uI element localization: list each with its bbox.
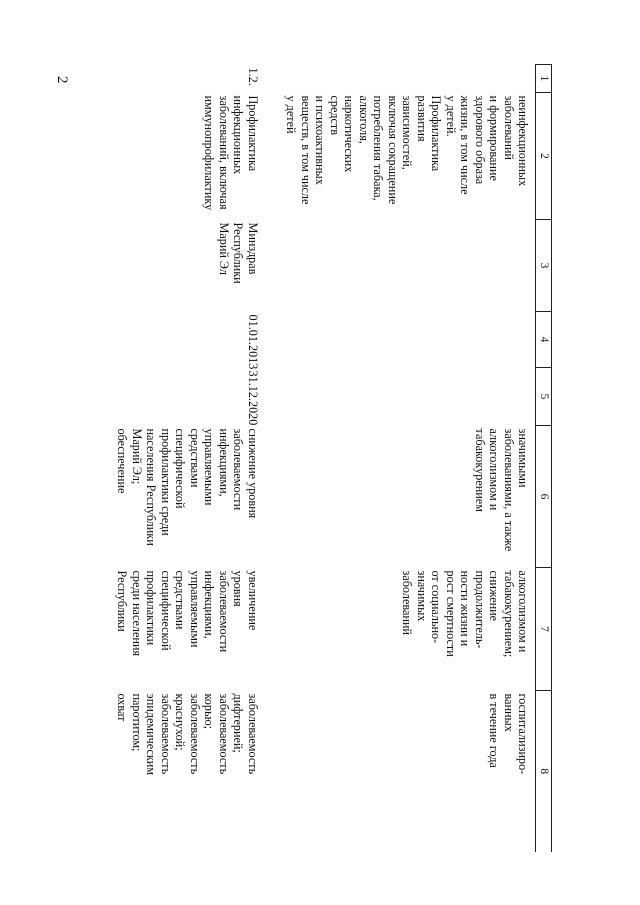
indicators: госпитализиро- ванных в течение года [487,693,531,775]
column-header: 8 [536,691,552,852]
table-header-row [536,65,552,852]
column-header: 3 [536,220,552,312]
row-number [268,65,536,93]
expected-result: значимыми заболеваниями, а также алкоголизмом и табакокурением [473,428,531,552]
indicators: заболеваемость дифтерией; заболеваемость корью; заболеваемость краснухой; заболеваемость эпидемическим паротитом; охват [115,693,260,776]
page-number: 2 [54,76,70,84]
row-number: 1.2. [246,67,260,86]
table-row [268,65,536,852]
program-table [115,64,552,852]
column-header: 1 [536,65,552,93]
start-date: 01.01.2013 [246,314,260,370]
consequences: увеличение уровня заболеваемости инфекциями, управляемыми средствами специфической профилактики среди населения Республики [115,570,260,657]
column-header: 5 [536,368,552,426]
rotated-table-wrapper [82,64,552,851]
measure-name: Профилактика инфекционных заболеваний, включая иммунопрофилактику [202,95,260,211]
measure-name: неинфекционных заболеваний и формирование здорового образа жизни, в том числе у детей. Профилактика развития зависимостей, включая сокращение потребления табака, алкоголя, наркотических средств и психоактивных веществ, в том числе у детей [284,95,531,205]
column-header: 4 [536,312,552,368]
column-header: 7 [536,568,552,691]
executor: Минздрав Республики Марий Эл [217,222,260,284]
end-date: 31.12.2020 [246,370,260,426]
expected-result: снижение уровня заболеваемости инфекциями, управляемыми средствами специфической профилактики среди населения Республики Марий Эл; обеспечение [115,428,260,546]
start-date [268,312,536,368]
executor [268,220,536,312]
consequences: алкоголизмом и табакокурением; снижение продолжитель- ности жизни и рост смертности от социально- значимых заболеваний [400,570,531,658]
column-header: 2 [536,93,552,220]
column-header: 6 [536,426,552,568]
table-row [115,65,268,852]
end-date [268,368,536,426]
